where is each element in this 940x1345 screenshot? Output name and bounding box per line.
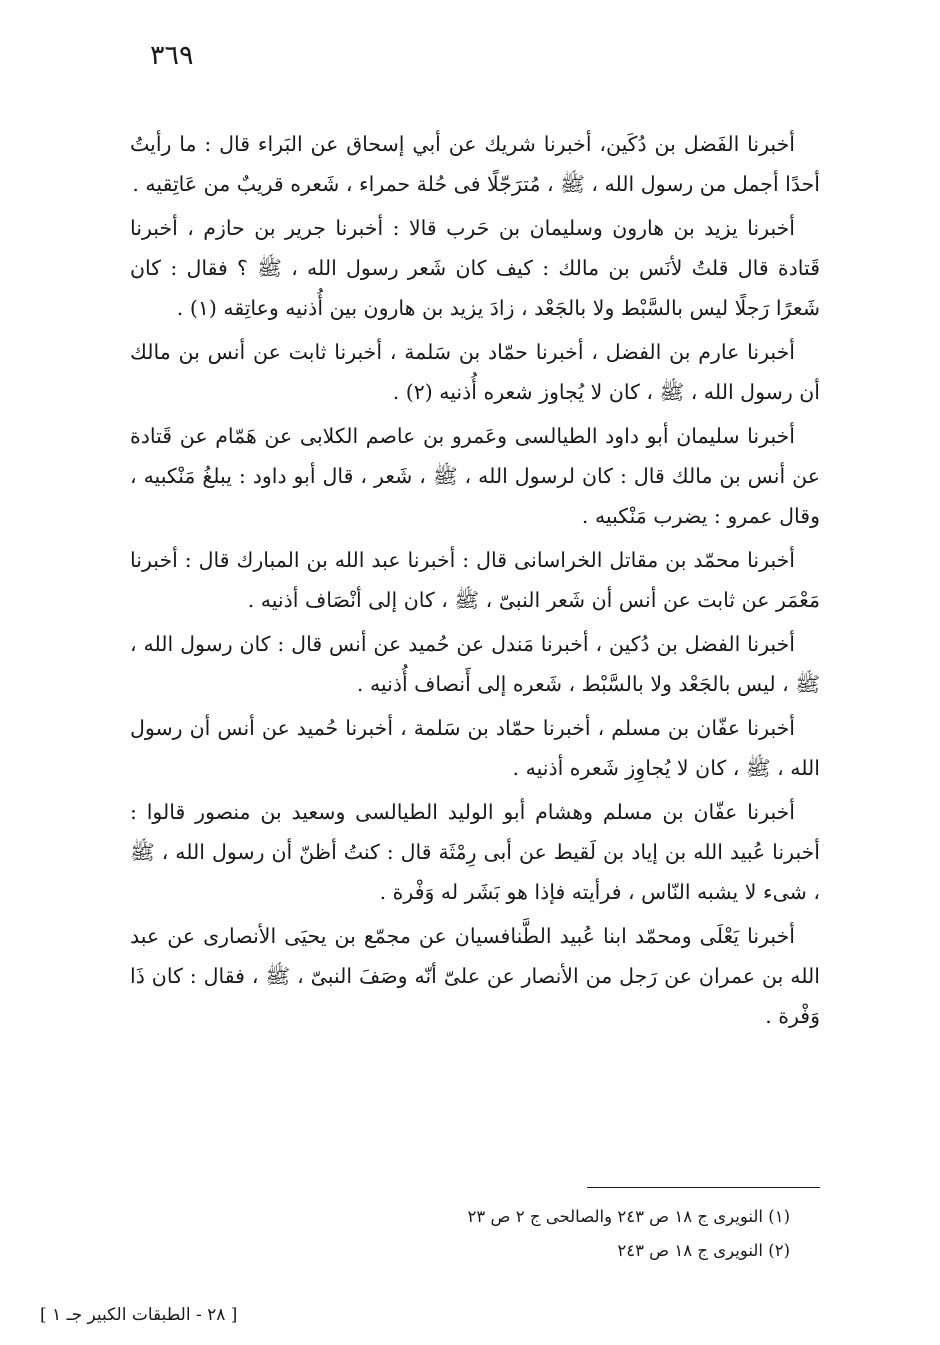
paragraph: أخبرنا محمّد بن مقاتل الخراسانى قال : أخبرنا عبد الله بن المبارك قال : أخبرنا مَعْمَر عن ثابت عن أنس أن شَعر النبىّ ، ﷺ ، كان إلى أنْصَاف أذنيه .: [130, 548, 820, 612]
paragraph: أخبرنا الفَضل بن دُكَين، أخبرنا شريك عن أبي إسحاق عن البَراء قال : ما رأيتُ أحدًا أجمل من رسول الله ، ﷺ ، مُترَجّلًا فى حُلة حمراء ، شَعره قريبٌ من عَاتِقيه .: [130, 132, 820, 196]
paragraph: أخبرنا عفّان بن مسلم وهشام أبو الوليد الطيالسى وسعيد بن منصور قالوا : أخبرنا عُبيد الله بن إياد بن لَقيط عن أبى رِمْثَة قال : كنتُ أظنّ أن رسول الله ، ﷺ ، شىء لا يشبه النّاس ، فرأيته فإذا هو بَشَر له وَفْرة .: [130, 800, 820, 904]
footnotes: [300, 1200, 790, 1268]
page-number: ٣٦٩: [150, 40, 194, 71]
body-text: [130, 124, 820, 1036]
footnote-divider: [587, 1187, 820, 1188]
paragraph: أخبرنا يزيد بن هارون وسليمان بن حَرب قالا : أخبرنا جرير بن حازم ، أخبرنا قَتادة قال قلتُ لأنَس بن مالك : كيف كان شَعر رسول الله ، ﷺ ؟ فقال : كان شَعرًا رَجلًا ليس بالسَّبْط ولا بالجَعْد ، زادَ يزيد بن هارون بين أُذنيه وعاتِقه (١) .: [130, 216, 820, 320]
paragraph: أخبرنا عارم بن الفضل ، أخبرنا حمّاد بن سَلمة ، أخبرنا ثابت عن أنس بن مالك أن رسول الله ، ﷺ ، كان لا يُجاوز شعره أُذنيه (٢) .: [130, 340, 820, 404]
footnote: (٢) النويرى ج ١٨ ص ٢٤٣: [617, 1241, 790, 1260]
paragraph: أخبرنا عفّان بن مسلم ، أخبرنا حمّاد بن سَلمة ، أخبرنا حُميد عن أنس أن رسول الله ، ﷺ ، كان لا يُجاوِز شَعره أذنيه .: [130, 716, 820, 780]
signature-mark: [ ٢٨ - الطبقات الكبير جـ ١ ]: [40, 1305, 238, 1325]
paragraph: أخبرنا يَعْلَى ومحمّد ابنا عُبيد الطَّنافسيان عن مجمّع بن يحيَى الأنصارى عن عبد الله بن عمران عن رَجل من الأنصار عن علىّ أنّه وصَفَ النبىّ ، ﷺ ، فقال : كان ذَا وَفْرة .: [130, 924, 820, 1028]
paragraph: أخبرنا سليمان أبو داود الطيالسى وعَمرو بن عاصم الكلابى عن هَمّام عن قَتادة عن أنس بن مالك قال : كان لرسول الله ، ﷺ ، شَعر ، قال أبو داود : يبلغُ مَنْكبيه ، وقال عمرو : يضرب مَنْكبيه .: [130, 424, 820, 528]
footnote: (١) النويرى ج ١٨ ص ٢٤٣ والصالحى ج ٢ ص ٢٣: [467, 1207, 790, 1226]
paragraph: أخبرنا الفضل بن دُكين ، أخبرنا مَندل عن حُميد عن أنس قال : كان رسول الله ، ﷺ ، ليس بالجَعْد ولا بالسَّبْط ، شَعره إلى أَنصاف أُذنيه .: [130, 632, 820, 696]
